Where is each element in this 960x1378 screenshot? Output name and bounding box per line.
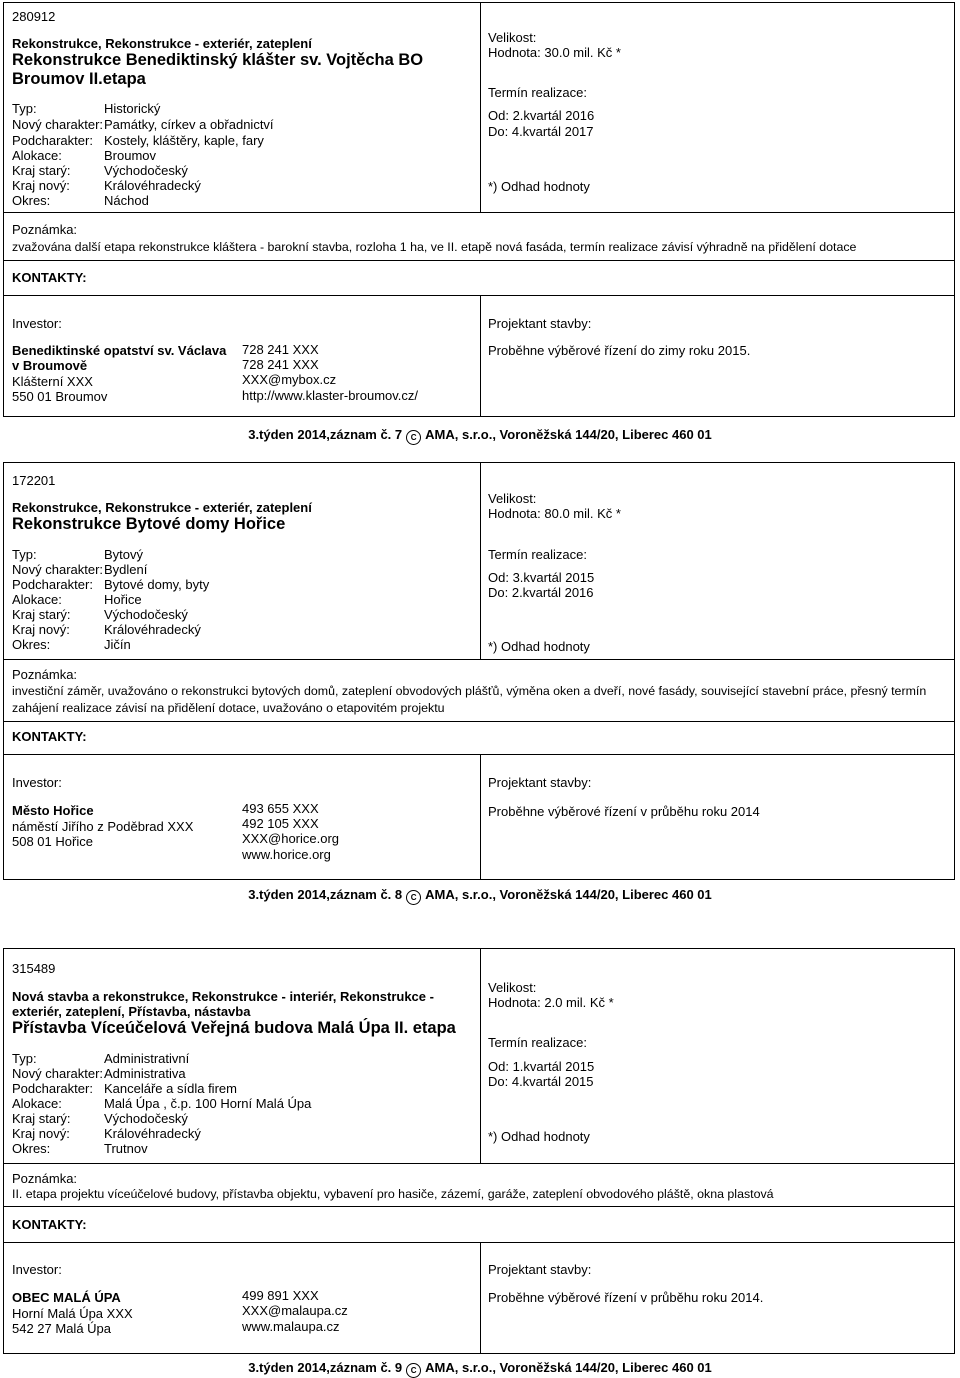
prop-okres: Okres: Náchod — [12, 193, 149, 208]
copyright-icon: C — [406, 890, 421, 905]
poznamka-label: Poznámka: — [12, 222, 78, 237]
contact-web[interactable]: http://www.klaster-broumov.cz/ — [242, 388, 419, 403]
contact-web[interactable]: www.malaupa.cz — [242, 1319, 340, 1334]
prop-kraj-novy: Kraj nový: Královéhradecký — [12, 622, 201, 637]
contact-phone: 728 241 XXX — [242, 357, 319, 372]
investor-street: Horní Malá Úpa XXX — [12, 1306, 133, 1321]
termin-do: Do: 4.kvartál 2015 — [488, 1074, 594, 1089]
prop-kraj-novy: Kraj nový: Královéhradecký — [12, 1126, 201, 1141]
termin-do: Do: 2.kvartál 2016 — [488, 585, 594, 600]
investor-name: Město Hořice — [12, 803, 94, 818]
divider — [4, 260, 954, 261]
kontakty-label: KONTAKTY: — [12, 729, 87, 744]
prop-kraj-novy: Kraj nový: Královéhradecký — [12, 178, 201, 193]
velikost-label: Velikost: — [488, 980, 537, 995]
hodnota: Hodnota: 80.0 mil. Kč * — [488, 506, 621, 521]
copyright-icon: C — [406, 430, 421, 445]
contact-phone: 492 105 XXX — [242, 816, 319, 831]
contact-phone: 728 241 XXX — [242, 342, 319, 357]
investor-street: Klášterní XXX — [12, 374, 93, 389]
record-category: Rekonstrukce, Rekonstrukce - exteriér, zateplení — [12, 500, 312, 515]
record-card — [3, 948, 955, 1354]
prop-typ: Typ: Bytový — [12, 547, 144, 562]
record-footer: 3.týden 2014,záznam č. 9 C AMA, s.r.o., Voroněžská 144/20, Liberec 460 01 — [0, 1360, 960, 1378]
odhad-note: *) Odhad hodnoty — [488, 179, 590, 194]
projektant-text: Proběhne výběrové řízení v průběhu roku 2014 — [488, 804, 760, 819]
kontakty-label: KONTAKTY: — [12, 270, 87, 285]
kontakty-label: KONTAKTY: — [12, 1217, 87, 1232]
poznamka-text: II. etapa projektu víceúčelové budovy, přístavba objektu, vybavení pro hasiče, zázemí, garáže, zateplení obvodového pláště, okna plastová — [12, 1187, 774, 1201]
investor-label: Investor: — [12, 316, 62, 331]
column-divider — [480, 295, 481, 417]
record-id: 315489 — [12, 961, 56, 976]
divider — [4, 1163, 954, 1164]
record-category: Rekonstrukce, Rekonstrukce - exteriér, zateplení — [12, 36, 312, 51]
projektant-label: Projektant stavby: — [488, 316, 592, 331]
investor-label: Investor: — [12, 1262, 62, 1277]
investor-label: Investor: — [12, 775, 62, 790]
column-divider — [480, 1242, 481, 1354]
divider — [4, 1206, 954, 1207]
prop-okres: Okres: Trutnov — [12, 1141, 148, 1156]
investor-city: 550 01 Broumov — [12, 389, 108, 404]
prop-kraj-stary: Kraj starý: Východočeský — [12, 1111, 188, 1126]
poznamka-label: Poznámka: — [12, 667, 78, 682]
termin-od: Od: 2.kvartál 2016 — [488, 108, 595, 123]
prop-podcharakter: Podcharakter: Bytové domy, byty — [12, 577, 210, 592]
prop-typ: Typ: Historický — [12, 101, 161, 116]
record-footer: 3.týden 2014,záznam č. 7 C AMA, s.r.o., Voroněžská 144/20, Liberec 460 01 — [0, 427, 960, 445]
column-divider — [480, 3, 481, 212]
termin-label: Termín realizace: — [488, 1035, 587, 1050]
divider — [4, 212, 954, 213]
prop-typ: Typ: Administrativní — [12, 1051, 190, 1066]
hodnota: Hodnota: 2.0 mil. Kč * — [488, 995, 614, 1010]
contact-phone: 499 891 XXX — [242, 1288, 319, 1303]
prop-novy-charakter: Nový charakter:Bydlení — [12, 562, 148, 577]
investor-city: 508 01 Hořice — [12, 834, 93, 849]
column-divider — [480, 463, 481, 659]
divider — [4, 1242, 954, 1243]
investor-name: Benediktinské opatství sv. Václava — [12, 343, 227, 358]
velikost-label: Velikost: — [488, 491, 537, 506]
record-id: 172201 — [12, 473, 56, 488]
termin-do: Do: 4.kvartál 2017 — [488, 124, 594, 139]
investor-city: 542 27 Malá Úpa — [12, 1321, 112, 1336]
prop-alokace: Alokace: Broumov — [12, 148, 157, 163]
projektant-text: Proběhne výběrové řízení v průběhu roku 2014. — [488, 1290, 764, 1305]
velikost-label: Velikost: — [488, 30, 537, 45]
record-id: 280912 — [12, 9, 56, 24]
prop-kraj-stary: Kraj starý: Východočeský — [12, 607, 188, 622]
record-category-cont: exteriér, zateplení, Přístavba, nástavba — [12, 1004, 251, 1019]
termin-od: Od: 3.kvartál 2015 — [488, 570, 595, 585]
copyright-icon: C — [406, 1363, 421, 1378]
prop-alokace: Alokace: Malá Úpa , č.p. 100 Horní Malá Úpa — [12, 1096, 312, 1111]
odhad-note: *) Odhad hodnoty — [488, 639, 590, 654]
contact-email[interactable]: XXX@mybox.cz — [242, 372, 337, 387]
investor-street: náměstí Jiřího z Poděbrad XXX — [12, 819, 194, 834]
prop-podcharakter: Podcharakter: Kanceláře a sídla firem — [12, 1081, 237, 1096]
record-footer: 3.týden 2014,záznam č. 8 C AMA, s.r.o., Voroněžská 144/20, Liberec 460 01 — [0, 887, 960, 905]
column-divider — [480, 754, 481, 880]
prop-kraj-stary: Kraj starý: Východočeský — [12, 163, 188, 178]
divider — [4, 754, 954, 755]
contact-email[interactable]: XXX@malaupa.cz — [242, 1303, 348, 1318]
prop-alokace: Alokace: Hořice — [12, 592, 142, 607]
record-card — [3, 2, 955, 417]
poznamka-text: investiční záměr, uvažováno o rekonstrukci bytových domů, zateplení obvodových plášťů, výměna oken a dveří, nové fasády, související stavební práce, přesný termín zahájení realizace závisí na přidělení dotace, uvažováno o etapovitém projektu — [12, 684, 927, 715]
record-title: Přístavba Víceúčelová Veřejná budova Malá Úpa II. etapa — [12, 1019, 456, 1037]
projektant-label: Projektant stavby: — [488, 775, 592, 790]
record-card — [3, 462, 955, 880]
investor-name-cont: v Broumově — [12, 358, 88, 373]
divider — [4, 295, 954, 296]
termin-od: Od: 1.kvartál 2015 — [488, 1059, 595, 1074]
hodnota: Hodnota: 30.0 mil. Kč * — [488, 45, 621, 60]
divider — [4, 659, 954, 660]
poznamka-text: zvažována další etapa rekonstrukce kláštera - barokní stavba, rozloha 1 ha, ve II. etapě nová fasáda, termín realizace závisí výhradně na přidělení dotace — [12, 240, 857, 254]
odhad-note: *) Odhad hodnoty — [488, 1129, 590, 1144]
termin-label: Termín realizace: — [488, 547, 587, 562]
investor-name: OBEC MALÁ ÚPA — [12, 1290, 121, 1305]
contact-web[interactable]: www.horice.org — [242, 847, 331, 862]
poznamka-label: Poznámka: — [12, 1171, 78, 1186]
prop-novy-charakter: Nový charakter:Památky, církev a obřadnictví — [12, 117, 274, 132]
contact-phone: 493 655 XXX — [242, 801, 319, 816]
prop-okres: Okres: Jičín — [12, 637, 131, 652]
record-category: Nová stavba a rekonstrukce, Rekonstrukce - interiér, Rekonstrukce - — [12, 989, 434, 1004]
divider — [4, 721, 954, 722]
column-divider — [480, 949, 481, 1163]
prop-podcharakter: Podcharakter: Kostely, kláštěry, kaple, fary — [12, 133, 264, 148]
projektant-label: Projektant stavby: — [488, 1262, 592, 1277]
record-title: Rekonstrukce Bytové domy Hořice — [12, 515, 286, 533]
record-title-cont: Broumov II.etapa — [12, 70, 146, 88]
termin-label: Termín realizace: — [488, 85, 587, 100]
prop-novy-charakter: Nový charakter:Administrativa — [12, 1066, 186, 1081]
contact-email[interactable]: XXX@horice.org — [242, 831, 340, 846]
record-title: Rekonstrukce Benediktinský klášter sv. Vojtěcha BO — [12, 51, 424, 69]
projektant-text: Proběhne výběrové řízení do zimy roku 2015. — [488, 343, 751, 358]
